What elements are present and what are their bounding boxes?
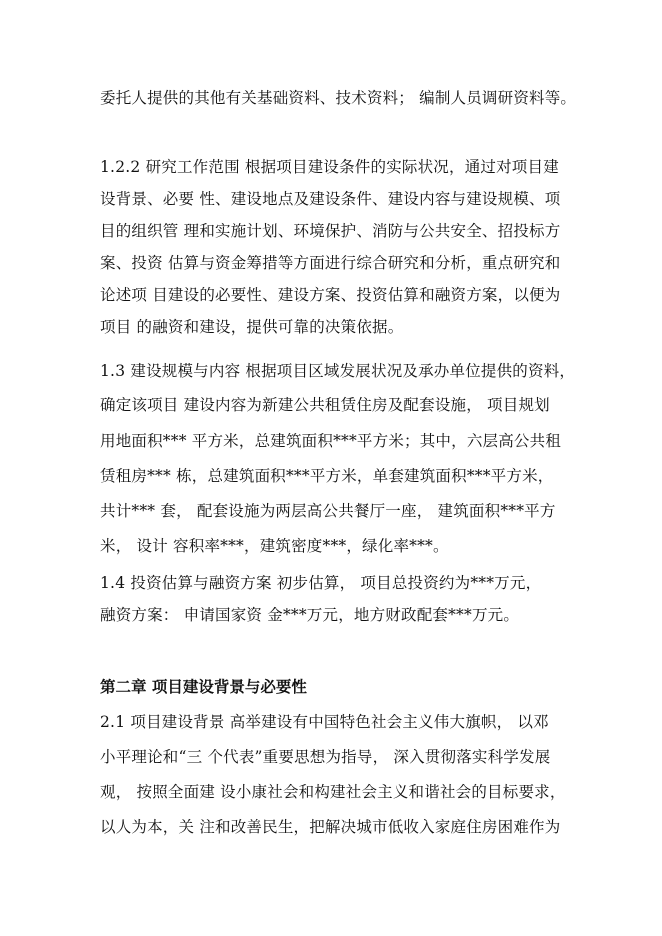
paragraph-line: 1.2.2 研究工作范围 根据项目建设条件的实际状况，通过对项目建: [100, 158, 559, 176]
paragraph-line: 项目 的融资和建设，提供可靠的决策依据。: [100, 318, 404, 336]
paragraph-line: 观， 按照全面建 设小康社会和构建社会主义和谐社会的目标要求，: [100, 783, 566, 801]
paragraph-line: 米， 设计 容积率***，建筑密度***，绿化率***。: [100, 537, 449, 555]
paragraph-line: 案、投资 估算与资金筹措等方面进行综合研究和分析，重点研究和: [100, 254, 561, 272]
paragraph-line: 设背景、必要 性、建设地点及建设条件、建设内容与建设规模、项: [100, 190, 561, 208]
paragraph-line: 融资方案： 申请国家资 金***万元，地方财政配套***万元。: [100, 606, 520, 624]
paragraph-line: 委托人提供的其他有关基础资料、技术资料； 编制人员调研资料等。: [100, 89, 577, 107]
paragraph-line: 论述项 目建设的必要性、建设方案、投资估算和融资方案，以便为: [100, 286, 561, 304]
paragraph-line: 用地面积*** 平方米，总建筑面积***平方米；其中，六层高公共租: [100, 432, 562, 450]
paragraph-line: 1.3 建设规模与内容 根据项目区域发展状况及承办单位提供的资料，: [100, 362, 576, 380]
chapter-title: 第二章 项目建设背景与必要性: [100, 678, 307, 696]
paragraph-line: 共计*** 套， 配套设施为两层高公共餐厅一座， 建筑面积***平方: [100, 502, 556, 520]
paragraph-line: 确定该项目 建设内容为新建公共租赁住房及配套设施， 项目规划: [100, 396, 550, 414]
paragraph-line: 1.4 投资估算与融资方案 初步估算， 项目总投资约为***万元，: [100, 574, 542, 592]
paragraph-line: 赁租房*** 栋，总建筑面积***平方米，单套建筑面积***平方米，: [100, 467, 554, 485]
paragraph-line: 以人为本，关 注和改善民生，把解决城市低收入家庭住房困难作为: [100, 818, 561, 836]
paragraph-line: 2.1 项目建设背景 高举建设有中国特色社会主义伟大旗帜， 以邓: [100, 713, 549, 731]
paragraph-line: 目的组织管 理和实施计划、环境保护、消防与公共安全、招投标方: [100, 222, 561, 240]
paragraph-line: 小平理论和“三 个代表”重要思想为指导， 深入贯彻落实科学发展: [100, 748, 551, 766]
